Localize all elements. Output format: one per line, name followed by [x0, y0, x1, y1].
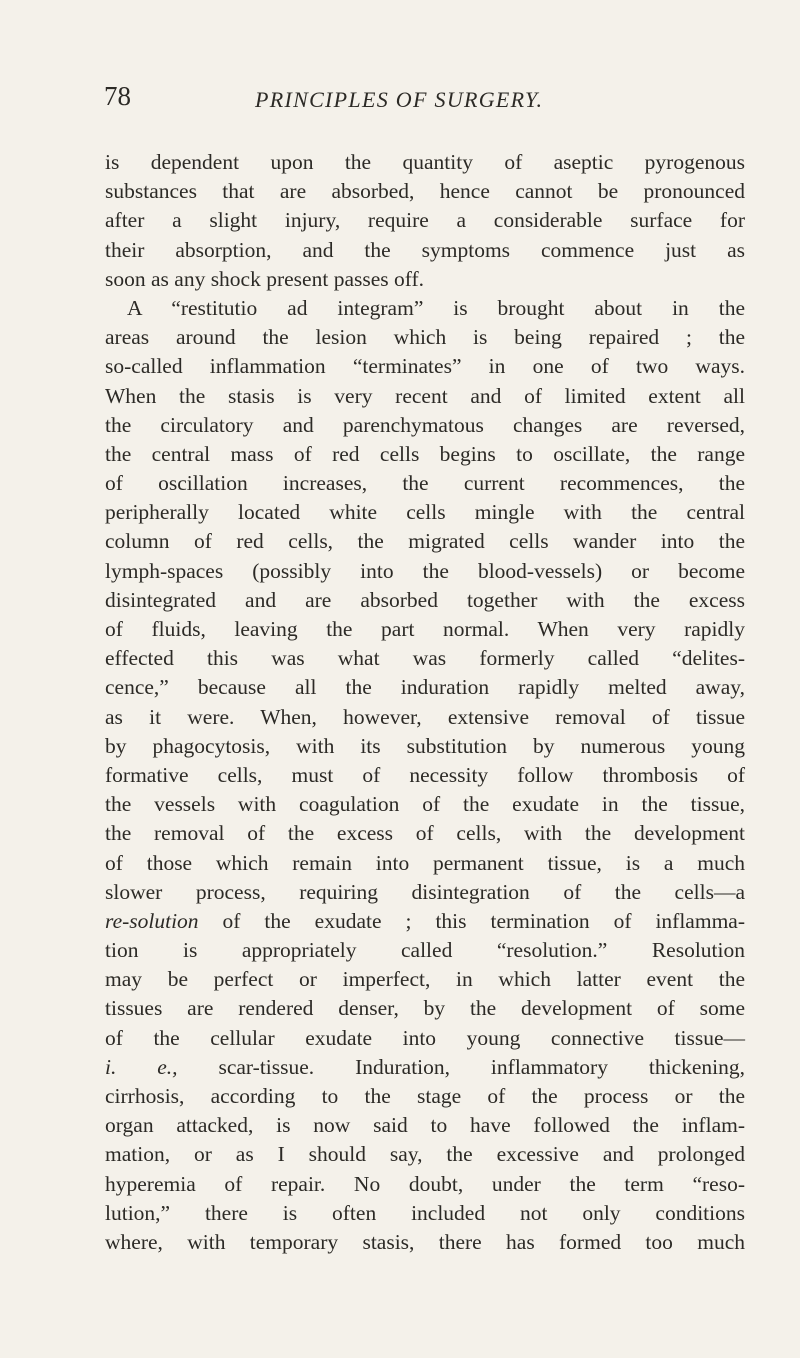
- text-line: peripherally located white cells mingle with the central: [105, 500, 745, 525]
- page-header: [0, 72, 800, 112]
- page-number: 78: [104, 81, 131, 111]
- text-fragment: of the exudate ; this termination of inflamma-: [222, 908, 746, 933]
- text-line: the circulatory and parenchymatous changes are reversed,: [105, 412, 745, 437]
- text-line: of those which remain into permanent tissue, is a much: [105, 850, 745, 875]
- text-line: after a slight injury, require a considerable surface for: [105, 208, 745, 233]
- text-line: organ attacked, is now said to have followed the inflam-: [105, 1113, 745, 1138]
- text-line: [105, 1053, 745, 1082]
- text-line: cirrhosis, according to the stage of the process or the: [105, 1084, 745, 1108]
- italic-abbreviation: i. e.,: [105, 1054, 178, 1079]
- text-line: may be perfect or imperfect, in which latter event the: [105, 967, 745, 992]
- text-line: tissues are rendered denser, by the development of some: [105, 996, 745, 1021]
- text-line: the central mass of red cells begins to oscillate, the range: [105, 441, 745, 466]
- text-line: of oscillation increases, the current recommences, the: [105, 471, 745, 496]
- text-line: soon as any shock present passes off.: [105, 266, 425, 291]
- text-line: mation, or as I should say, the excessive and prolonged: [105, 1142, 745, 1167]
- text-line: disintegrated and are absorbed together with the excess: [105, 587, 745, 612]
- body-text: [105, 148, 745, 1257]
- text-line: where, with temporary stasis, there has formed too much: [105, 1229, 745, 1254]
- text-line: slower process, requiring disintegration of the cells—a: [105, 879, 745, 904]
- text-line: substances that are absorbed, hence cannot be pronounced: [105, 179, 745, 204]
- text-line: by phagocytosis, with its substitution by numerous young: [105, 733, 745, 758]
- italic-term: re-solution: [105, 908, 199, 933]
- text-line: their absorption, and the symptoms commence just as: [105, 237, 745, 262]
- text-line: of fluids, leaving the part normal. When very rapidly: [105, 617, 745, 641]
- text-line: the vessels with coagulation of the exudate in the tissue,: [105, 792, 745, 817]
- text-line: the removal of the excess of cells, with the development: [105, 821, 745, 846]
- text-line: of the cellular exudate into young connective tissue—: [105, 1025, 745, 1050]
- text-line: lymph-spaces (possibly into the blood-vessels) or become: [105, 558, 745, 583]
- text-fragment: scar-tissue. Induration, inflammatory thickening,: [218, 1054, 745, 1079]
- text-line: effected this was what was formerly called “delites-: [105, 646, 745, 671]
- text-line: areas around the lesion which is being repaired ; the: [105, 325, 745, 350]
- text-line: A “restitutio ad integram” is brought about in the: [127, 295, 745, 320]
- text-line: [105, 907, 745, 936]
- text-line: as it were. When, however, extensive removal of tissue: [105, 704, 745, 729]
- text-line: When the stasis is very recent and of limited extent all: [105, 383, 745, 408]
- text-line: lution,” there is often included not only conditions: [105, 1200, 745, 1225]
- text-line: is dependent upon the quantity of aseptic pyrogenous: [105, 150, 745, 174]
- text-line: so-called inflammation “terminates” in one of two ways.: [105, 354, 745, 379]
- text-line: tion is appropriately called “resolution.” Resolution: [105, 938, 745, 963]
- running-title: PRINCIPLES OF SURGERY.: [255, 87, 544, 112]
- text-line: cence,” because all the induration rapidly melted away,: [105, 675, 745, 700]
- text-line: column of red cells, the migrated cells wander into the: [105, 529, 745, 554]
- text-line: formative cells, must of necessity follow thrombosis of: [105, 762, 745, 787]
- text-line: hyperemia of repair. No doubt, under the term “reso-: [105, 1171, 745, 1196]
